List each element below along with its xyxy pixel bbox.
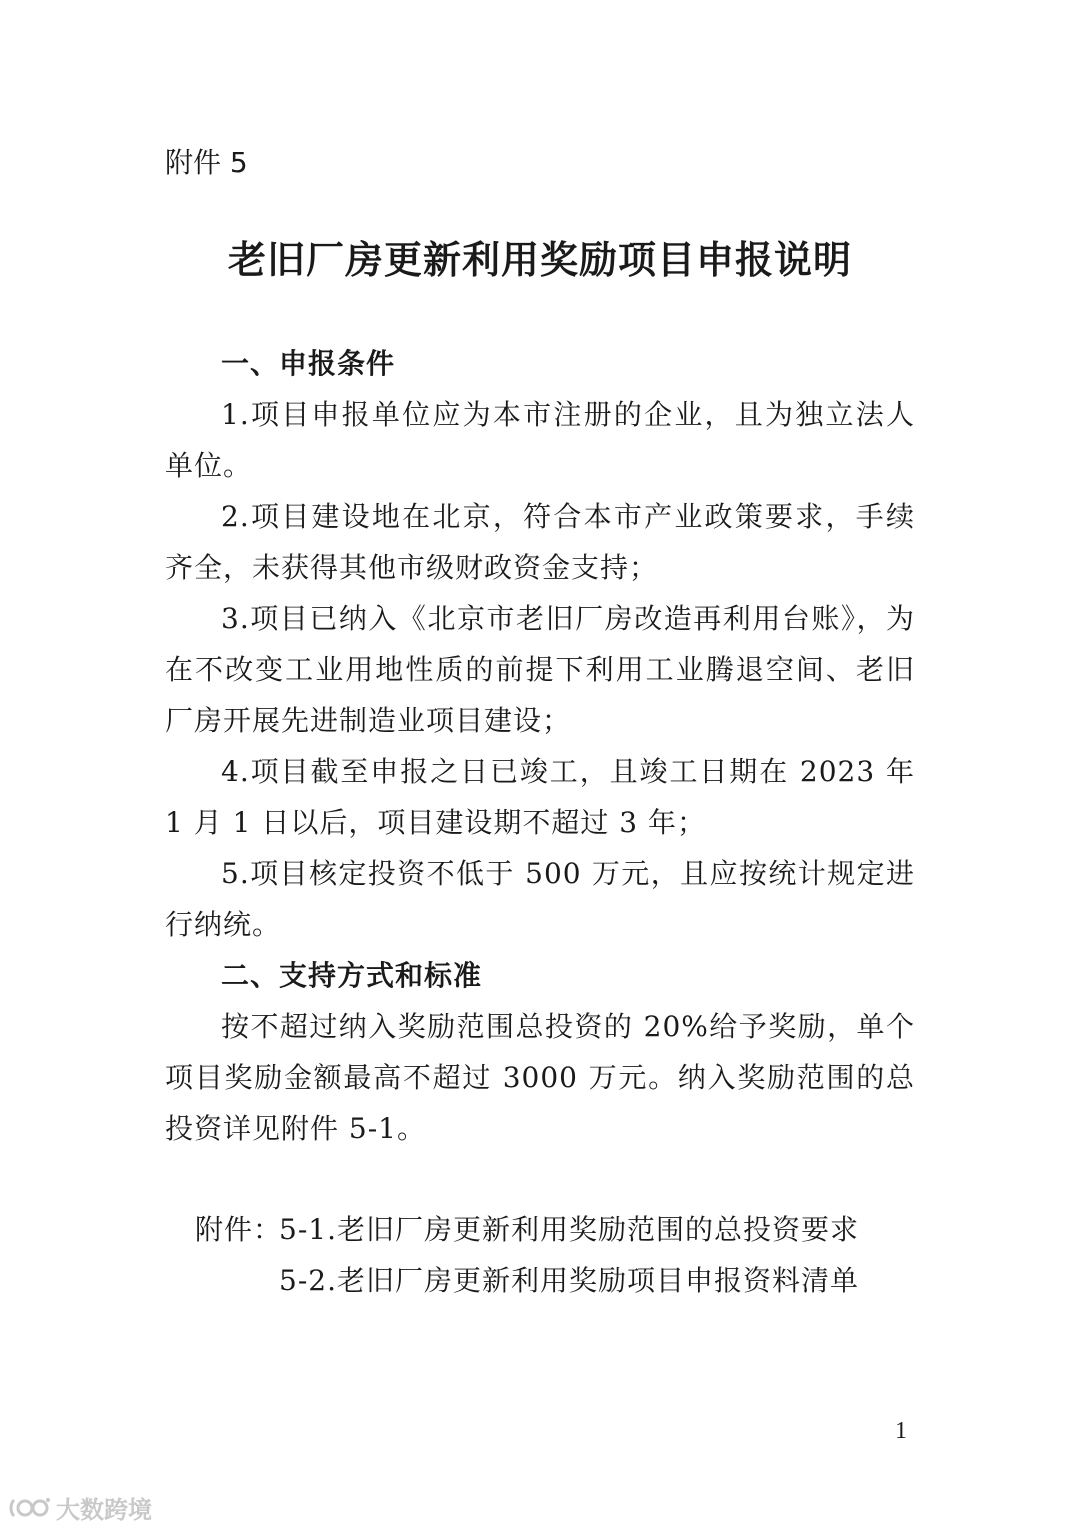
page-number: 1	[895, 1418, 907, 1444]
condition-item-3: 3.项目已纳入《北京市老旧厂房改造再利用台账》，为在不改变工业用地性质的前提下利用工业腾退空间、老旧厂房开展先进制造业项目建设；	[165, 602, 915, 737]
section-heading-conditions: 一、申报条件	[221, 347, 396, 380]
attachment-label: 附件 5	[165, 146, 248, 179]
section-heading-support: 二、支持方式和标准	[221, 959, 483, 992]
watermark	[8, 1490, 152, 1525]
condition-item-4: 4.项目截至申报之日已竣工，且竣工日期在 2023 年 1 月 1 日以后，项目建设期不超过 3 年；	[165, 755, 915, 839]
condition-item-2: 2.项目建设地在北京，符合本市产业政策要求，手续齐全，未获得其他市级财政资金支持；	[165, 500, 915, 584]
attachment-list	[195, 1204, 895, 1306]
condition-item-5: 5.项目核定投资不低于 500 万元，且应按统计规定进行纳统。	[165, 857, 915, 941]
watermark-text: 大数跨境	[56, 1496, 152, 1524]
watermark-logo-icon	[8, 1494, 52, 1522]
condition-item-1: 1.项目申报单位应为本市注册的企业，且为独立法人单位。	[165, 398, 915, 482]
attachment-list-label: 附件：	[195, 1213, 283, 1246]
attachment-row	[195, 1255, 895, 1306]
attachment-row	[195, 1204, 895, 1255]
document-title: 老旧厂房更新利用奖励项目申报说明	[227, 238, 852, 282]
attachment-item-5-2: 5-2.老旧厂房更新利用奖励项目申报资料清单	[279, 1264, 859, 1297]
document-body	[165, 338, 915, 1154]
support-paragraph: 按不超过纳入奖励范围总投资的 20%给予奖励，单个项目奖励金额最高不超过 3000 万元。纳入奖励范围的总投资详见附件 5-1。	[165, 1010, 915, 1145]
attachment-item-5-1: 5-1.老旧厂房更新利用奖励范围的总投资要求	[279, 1213, 859, 1246]
